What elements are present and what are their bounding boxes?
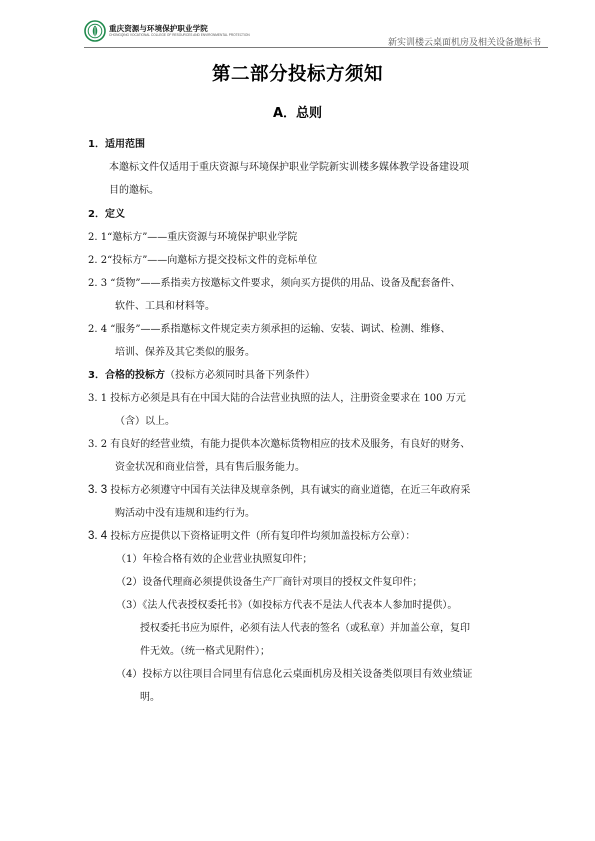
logo-text-en: CHONGQING VOCATIONAL COLLEGE OF RESOURCES AND ENVIRONMENTAL PROTECTION [109, 33, 250, 38]
page-header [84, 18, 544, 48]
header-divider [84, 47, 548, 48]
clause-3-2-line1: 3. 2 有良好的经营业绩，有能力提供本次邀标货物相应的技术及服务，有良好的财务、 [88, 439, 471, 450]
clause-3-3-line2: 购活动中没有违规和违约行为。 [115, 508, 255, 519]
clause-3-4-number: 3. 4 [88, 530, 108, 542]
clause-2-3-line1: 2. 3 “货物”——系指卖方按邀标文件要求，须向买方提供的用品、设备及配套备件、 [88, 278, 461, 289]
part-title: 第二部分投标方须知 [211, 64, 383, 85]
clause-2-4-line2: 培训、保养及其它类似的服务。 [115, 347, 255, 358]
clause-2-3-line2: 软件、工具和材料等。 [115, 301, 215, 312]
section-2-heading: 2．定义 [88, 209, 125, 220]
list-item-1: （1）年检合格有效的企业营业执照复印件； [116, 554, 313, 565]
college-logo [84, 20, 250, 42]
clause-2-4-line1: 2. 4 “服务”——系指邀标文件规定卖方须承担的运输、安装、调试、检测、维修、 [88, 324, 451, 335]
logo-text-cn: 重庆资源与环境保护职业学院 [109, 23, 208, 33]
list-item-4-line1: （4）投标方以往项目合同里有信息化云桌面机房及相关设备类似项目有效业绩证 [116, 669, 473, 680]
clause-3-3-text: 投标方必须遵守中国有关法律及规章条例，具有诚实的商业道德，在近三年政府采 [107, 485, 471, 496]
section-1-heading: 1．适用范围 [88, 139, 145, 150]
list-item-2: （2）设备代理商必须提供设备生产厂商针对项目的授权文件复印件； [116, 577, 423, 588]
clause-2-1: 2. 1“邀标方”——重庆资源与环境保护职业学院 [88, 232, 298, 243]
college-seal-icon [84, 20, 106, 42]
section-3-heading-note: （投标方必须同时具备下列条件） [164, 370, 315, 381]
section-3-heading [88, 364, 315, 387]
section-title: A．总则 [272, 106, 323, 121]
clause-3-3-line1 [88, 479, 470, 502]
section-1-body-line2: 目的邀标。 [109, 185, 159, 196]
clause-2-2: 2. 2“投标方”——向邀标方提交投标文件的竞标单位 [88, 255, 318, 266]
section-3-heading-title: 3．合格的投标方 [88, 370, 165, 381]
clause-3-2-line2: 资金状况和商业信誉，具有售后服务能力。 [115, 462, 305, 473]
list-item-3-line1: （3）《法人代表授权委托书》（如投标方代表不是法人代表本人参加时提供）。 [116, 600, 458, 611]
list-item-4-line2: 明。 [140, 692, 160, 703]
list-item-3-line2: 授权委托书应为原件，必须有法人代表的签名（或私章）并加盖公章，复印 [140, 623, 470, 634]
clause-3-4-line1 [88, 525, 415, 548]
clause-3-1-line1: 3. 1 投标方必须是具有在中国大陆的合法营业执照的法人，注册资金要求在 100 万元 [88, 393, 466, 404]
clause-3-3-number: 3. 3 [88, 484, 108, 496]
clause-3-4-text: 投标方应提供以下资格证明文件（所有复印件均须加盖投标方公章）： [107, 531, 416, 542]
list-item-3-line3: 件无效。（统一格式见附件）； [140, 646, 270, 657]
document-title: 新实训楼云桌面机房及相关设备邀标书 [387, 38, 541, 48]
clause-3-1-line2: （含）以上。 [115, 416, 175, 427]
section-1-body-line1: 本邀标文件仅适用于重庆资源与环境保护职业学院新实训楼多媒体教学设备建设项 [109, 162, 469, 173]
